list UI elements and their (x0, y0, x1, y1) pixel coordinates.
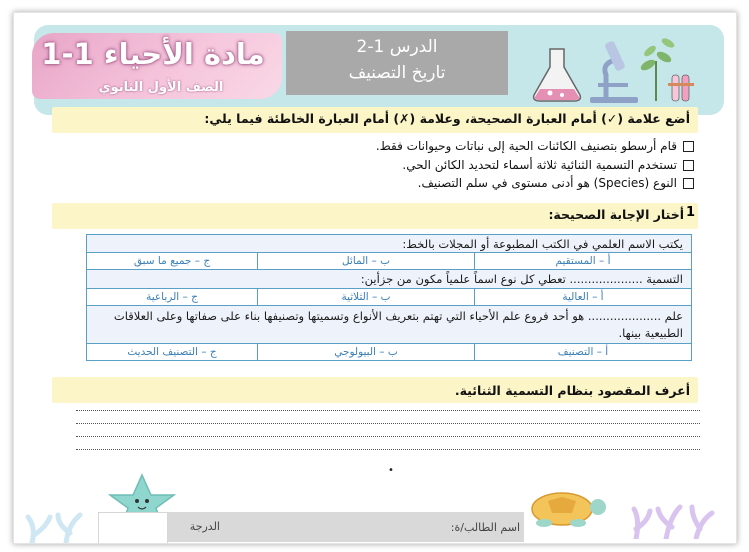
student-name-field[interactable] (228, 512, 524, 542)
multiple-choice-table (86, 234, 692, 361)
answer-checkbox[interactable] (683, 160, 694, 171)
options-row (87, 289, 692, 306)
worksheet-page (13, 12, 737, 544)
true-false-item (418, 176, 694, 190)
option-c[interactable]: ج – الرباعية (87, 289, 258, 306)
answer-line[interactable] (76, 449, 700, 450)
answer-checkbox[interactable] (683, 178, 694, 189)
section-true-false-bar (52, 107, 698, 133)
question-row (87, 306, 692, 344)
answer-line[interactable] (76, 423, 700, 424)
turtle-illustration (514, 483, 614, 529)
question-text: يكتب الاسم العلمي في الكتب المطبوعة أو المجلات بالخط: (87, 235, 692, 253)
multiple-choice-instruction: أختار الإجابة الصحيحة: (548, 207, 684, 222)
grade-label: الدرجة (189, 520, 220, 533)
true-false-item (402, 158, 694, 172)
grade-label-box (166, 512, 228, 542)
statement-text: تستخدم التسمية الثنائية ثلاثة أسماء لتحديد الكائن الحي. (402, 158, 677, 172)
option-a[interactable]: أ – العالية (475, 289, 692, 306)
options-row (87, 253, 692, 270)
question-row (87, 270, 692, 289)
definition-instruction: أعرف المقصود بنظام التسمية الثنائية. (454, 383, 690, 398)
statement-text: قام أرسطو بتصنيف الكائنات الحية إلى نباتات وحيوانات فقط. (375, 139, 677, 153)
option-a[interactable]: أ – التصنيف (475, 344, 692, 361)
option-c[interactable]: ج – التصنيف الحديث (87, 344, 258, 361)
option-b[interactable]: ب – الثلاثية (258, 289, 475, 306)
student-name-label: اسم الطالب/ة: (450, 521, 520, 534)
section-multiple-choice-bar (52, 203, 698, 229)
answer-checkbox[interactable] (683, 141, 694, 152)
option-b[interactable]: ب – المائل (258, 253, 475, 270)
section-number: 1 (685, 205, 695, 220)
grade-field[interactable] (98, 512, 168, 544)
option-b[interactable]: ب – البيولوجي (258, 344, 475, 361)
options-row (87, 344, 692, 361)
lesson-info-box (286, 31, 508, 95)
lesson-title: تاريخ التصنيف (348, 63, 446, 83)
dot-mark: • (388, 465, 394, 476)
answer-line[interactable] (76, 436, 700, 437)
grade-level-label: الصف الأول الثانوي (98, 80, 224, 95)
true-false-instruction: أضع علامة (✓) أمام العبارة الصحيحة، وعلامة (✗) أمام العبارة الخاطئة فيما يلي: (204, 111, 690, 126)
lesson-number: الدرس 1-2 (356, 37, 438, 57)
coral-decoration (626, 499, 722, 539)
coral-decoration (24, 511, 94, 543)
option-c[interactable]: ج – جميع ما سبق (87, 253, 258, 270)
question-text: التسمية .................... تعطي كل نوع اسماً علمياً مكون من جزأين: (87, 270, 692, 289)
option-a[interactable]: أ – المستقيم (475, 253, 692, 270)
question-row (87, 235, 692, 253)
answer-line[interactable] (76, 410, 700, 411)
question-text: علم .................... هو أحد فروع علم الأحياء التي تهتم بتعريف الأنواع وتسميتها وتصنيفها بناء على صفاتها وعلى العلاقات الطبيعية بينها. (87, 306, 692, 344)
section-definition-bar (52, 377, 698, 403)
statement-text: النوع (Species) هو أدنى مستوى في سلم التصنيف. (417, 176, 677, 190)
true-false-item (376, 139, 694, 153)
lab-equipment-illustration (528, 31, 698, 105)
subject-title: مادة الأحياء 1-1 (41, 37, 265, 71)
